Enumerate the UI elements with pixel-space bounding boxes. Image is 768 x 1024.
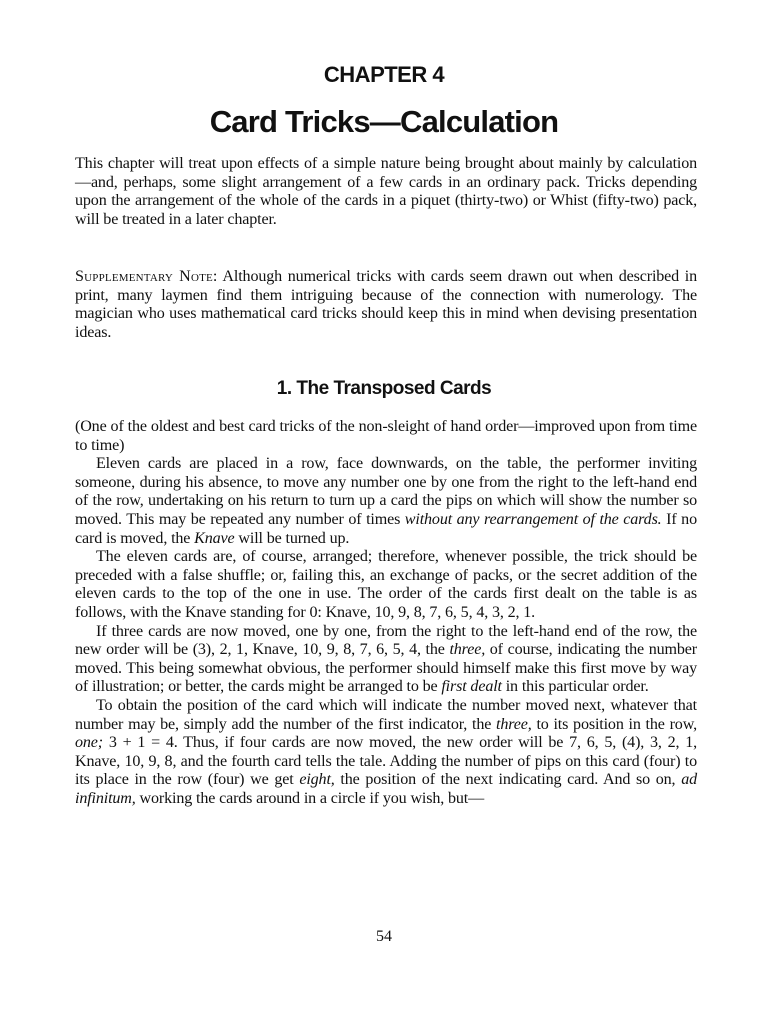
intro-paragraph: This chapter will treat upon effects of a simple nature being brought about mainly by calculation—and, perhaps, some slight arrangement of a few cards in an ordinary pack. Tricks depending upon the arrangement of the whole of the cards in a piquet (thirty-two) or Whist (fifty-two) pack, will be treated in a later chapter. xyxy=(75,155,697,228)
three-cards-paragraph: If three cards are now moved, one by one, from the right to the left-hand end of the row, the new order will be (3), 2, 1, Knave, 10, 9, 8, 7, 6, 5, 4, the three, of course, indicating the number moved. This being somewhat obvious, the performer should himself make this first move by way of illustration; or better, the cards might be arranged to be first dealt in this particular order. xyxy=(75,622,697,696)
page-number: 54 xyxy=(376,928,392,945)
note-text: Although numerical tricks with cards seem drawn out when described in print, many laymen find them intriguing because of the connection with numerology. The magician who uses mathematical card tricks should keep this in mind when devising presentation ideas. xyxy=(75,268,697,341)
intro-section xyxy=(75,155,697,229)
position-calculation-paragraph: To obtain the position of the card which will indicate the number moved next, whatever that number may be, simply add the number of the first indicator, the three, to its position in the row, one; 3 + 1 = 4. Thus, if four cards are now moved, the new order will be 7, 6, 5, (4), 3, 2, 1, Knave, 10, 9, 8, and the fourth card tells the tale. Adding the number of pips on this card (four) to its place in the row (four) we get eight, the position of the next indicating card. And so on, ad infinitum, working the cards around in a circle if you wish, but— xyxy=(75,696,697,807)
section-intro-paragraph: (One of the oldest and best card tricks of the non-sleight of hand order—improved upon from time to time) xyxy=(75,418,697,454)
note-paragraph xyxy=(75,268,697,342)
arrangement-paragraph: The eleven cards are, of course, arranged; therefore, whenever possible, the trick should be preceded with a false shuffle; or, failing this, an exchange of packs, or the secret addition of the eleven cards to the top of the one in use. The order of the cards first dealt on the table is as follows, with the Knave standing for 0: Knave, 10, 9, 8, 7, 6, 5, 4, 3, 2, 1. xyxy=(75,548,697,621)
supplementary-note xyxy=(75,268,697,342)
section-body xyxy=(75,418,697,808)
chapter-label: CHAPTER 4 xyxy=(323,62,445,87)
trick-description-paragraph: Eleven cards are placed in a row, face downwards, on the table, the performer inviting someone, during his absence, to move any number one by one from the right to the left-hand end of the row, undertaking on his return to turn up a card the pips on which will show the number so moved. This may be repeated any number of times without any rearrangement of the cards. If no card is moved, the Knave will be turned up. xyxy=(75,455,697,547)
note-label: Supplementary Note: xyxy=(75,268,218,285)
section-heading: 1. The Transposed Cards xyxy=(276,378,492,399)
chapter-title: Card Tricks—Calculation xyxy=(209,104,559,139)
